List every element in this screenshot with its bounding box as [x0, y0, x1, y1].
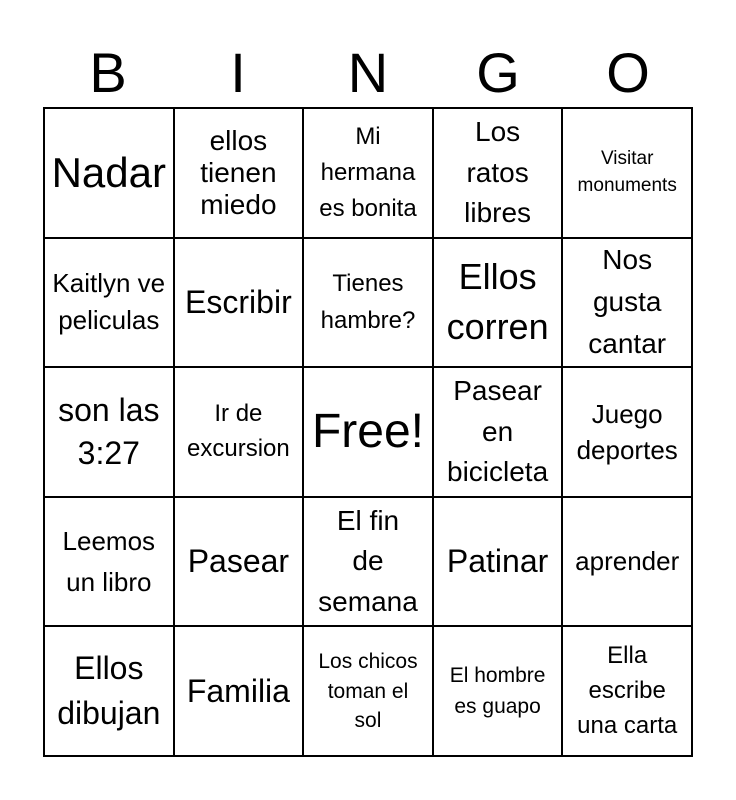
bingo-cell[interactable] — [433, 238, 563, 368]
bingo-cell[interactable] — [562, 626, 692, 756]
bingo-cell[interactable] — [44, 367, 174, 497]
cell-text: Pasear — [187, 543, 290, 580]
cell-text: Kaitlyn ve peliculas — [52, 267, 166, 336]
header-letter-i: I — [230, 41, 246, 104]
cell-text: Ellos corren — [446, 256, 549, 348]
bingo-cell[interactable] — [303, 626, 433, 756]
bingo-cell[interactable] — [174, 626, 304, 756]
bingo-cell[interactable] — [433, 497, 563, 627]
bingo-board — [43, 107, 693, 757]
header-letter-b: B — [89, 41, 127, 104]
cell-text: son las 3:27 — [58, 391, 160, 471]
bingo-cell[interactable] — [303, 497, 433, 627]
bingo-cell[interactable] — [174, 497, 304, 627]
bingo-cell[interactable] — [44, 238, 174, 368]
header-letter-o: O — [606, 41, 650, 104]
cell-text: Familia — [186, 672, 290, 709]
cell-text: Mi hermana es bonita — [319, 122, 417, 222]
cell-text: Ir de excursion — [187, 400, 290, 462]
bingo-cell[interactable] — [174, 367, 304, 497]
free-space[interactable] — [303, 367, 433, 497]
cell-text: Nadar — [51, 148, 166, 196]
cell-text: Juego deportes — [576, 398, 678, 465]
bingo-cell[interactable] — [44, 626, 174, 756]
cell-text: Nos gusta cantar — [588, 244, 667, 360]
bingo-cell[interactable] — [433, 367, 563, 497]
bingo-cell[interactable] — [562, 497, 692, 627]
cell-text: Leemos un libro — [62, 526, 156, 597]
bingo-cell[interactable] — [174, 238, 304, 368]
bingo-cell[interactable] — [44, 497, 174, 627]
cell-text: Pasear en bicicleta — [447, 375, 549, 488]
cell-text: Ella escribe una carta — [577, 642, 678, 739]
cell-text: El hombre es guapo — [449, 663, 546, 719]
cell-text: Free! — [311, 405, 424, 459]
cell-text: Patinar — [446, 543, 549, 580]
cell-text: ellos tienen miedo — [200, 124, 277, 220]
bingo-cell[interactable] — [433, 626, 563, 756]
header-letter-g: G — [476, 41, 520, 104]
cell-text: Ellos dibujan — [57, 650, 161, 732]
bingo-cell[interactable] — [303, 108, 433, 238]
cell-text: El fin de semana — [318, 504, 418, 617]
bingo-cell[interactable] — [44, 108, 174, 238]
bingo-cell[interactable] — [433, 108, 563, 238]
cell-text: Tienes hambre? — [320, 270, 416, 335]
header-letter-n: N — [347, 41, 389, 104]
bingo-header — [43, 40, 693, 106]
cell-text: Escribir — [185, 283, 292, 320]
cell-text: Los chicos toman el sol — [318, 650, 418, 732]
bingo-cell[interactable] — [562, 108, 692, 238]
bingo-cell[interactable] — [562, 367, 692, 497]
bingo-cell[interactable] — [303, 238, 433, 368]
bingo-cell[interactable] — [174, 108, 304, 238]
bingo-cell[interactable] — [562, 238, 692, 368]
cell-text: Los ratos libres — [464, 115, 532, 229]
cell-text: aprender — [575, 545, 680, 576]
cell-text: Visitar monuments — [577, 148, 677, 196]
